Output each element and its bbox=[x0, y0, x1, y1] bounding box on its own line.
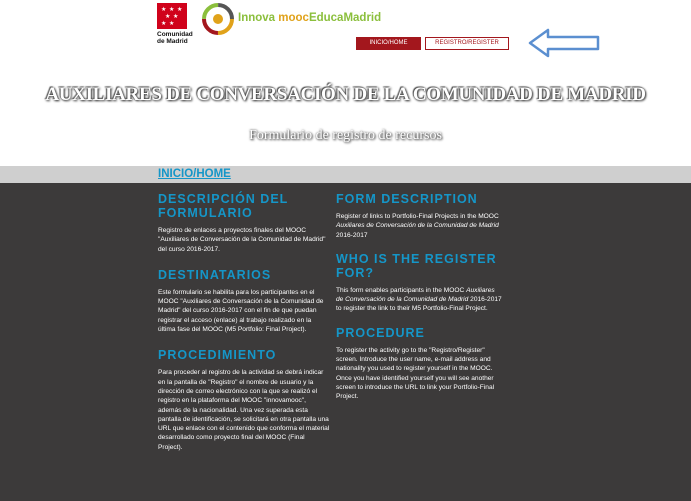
text-form-description: Register of links to Portfolio-Final Projects in the MOOC Auxiliares de Conversación de la Comunidad de Madrid 2016-2017 bbox=[336, 213, 499, 239]
page-subtitle: Formulario de registro de recursos bbox=[249, 128, 442, 143]
section-strip bbox=[0, 166, 691, 183]
madrid-flag-icon: ★ ★ ★ ★ ★ ★ ★ bbox=[157, 3, 187, 29]
section-title: INICIO/HOME bbox=[158, 168, 231, 180]
brand-name[interactable]: Innova moocEducaMadrid bbox=[238, 12, 382, 24]
heading-form-description: FORM DESCRIPTION bbox=[336, 192, 478, 206]
text-descripcion: Registro de enlaces a proyectos finales del MOOC "Auxiliares de Conversación de la Comunidad de Madrid" del curso 2016-2017. bbox=[158, 227, 326, 253]
text-who-register: This form enables participants in the MOOC Auxiliares de Conversación de la Comunidad de Madrid 2016-2017 to register the link to their M5 Portfolio-Final Project. bbox=[336, 286, 502, 313]
innovamooc-logo-icon[interactable] bbox=[202, 3, 234, 35]
heading-procedimiento: PROCEDIMIENTO bbox=[158, 348, 277, 363]
heading-procedure: PROCEDURE bbox=[336, 325, 425, 340]
hero-banner bbox=[0, 58, 691, 166]
heading-destinatarios: DESTINATARIOS bbox=[158, 267, 272, 282]
header-bar bbox=[0, 0, 691, 58]
page-title: AUXILIARES DE CONVERSACIÓN DE LA COMUNIDAD DE MADRID bbox=[45, 84, 646, 105]
madrid-logo-text: Comunidad de Madrid bbox=[157, 31, 193, 45]
text-procedure: To register the activity go to the "Registro/Register" screen. Introduce the user name, e-mail address and nationality you used to register yourself in the MOOC. Once you have identified yourself you will see another screen to introduce the URL to link your Portfolio-Final Project. bbox=[336, 346, 495, 401]
nav-home-button[interactable]: INICIO/HOME bbox=[356, 37, 421, 50]
comunidad-madrid-logo[interactable] bbox=[157, 3, 193, 45]
english-column bbox=[336, 192, 502, 402]
heading-who-register: WHO IS THE REGISTER FOR? bbox=[336, 251, 497, 280]
spanish-column bbox=[158, 192, 330, 452]
nav-register-button[interactable]: REGISTRO/REGISTER bbox=[425, 37, 509, 50]
heading-descripcion: DESCRIPCIÓN DEL FORMULARIO bbox=[158, 192, 289, 220]
text-destinatarios: Este formulario se habilita para los participantes en el MOOC "Auxiliares de Conversación de la Comunidad de Madrid" del curso 2016-2017 con el fin de que puedan registrar el acceso (enlace) al trabajo realizado en la última fase del MOOC (M5 Portfolio: Final Project). bbox=[158, 288, 324, 334]
text-procedimiento: Para proceder al registro de la actividad se debrá indicar en la pantalla de "Registro" el nombre de usuario y la dirección de correo electrónico con la que se realizó el registro en la plataforma del MOOC "innovamooc", además de la nacionalidad. Una vez superada esta pantalla de identificación, se solicitará en otra pantalla una URL que enlace con el contenido que conforma el material desarrollado como proyecto final del MOOC (Final Project). bbox=[158, 369, 330, 451]
pointer-arrow-icon bbox=[528, 28, 600, 58]
